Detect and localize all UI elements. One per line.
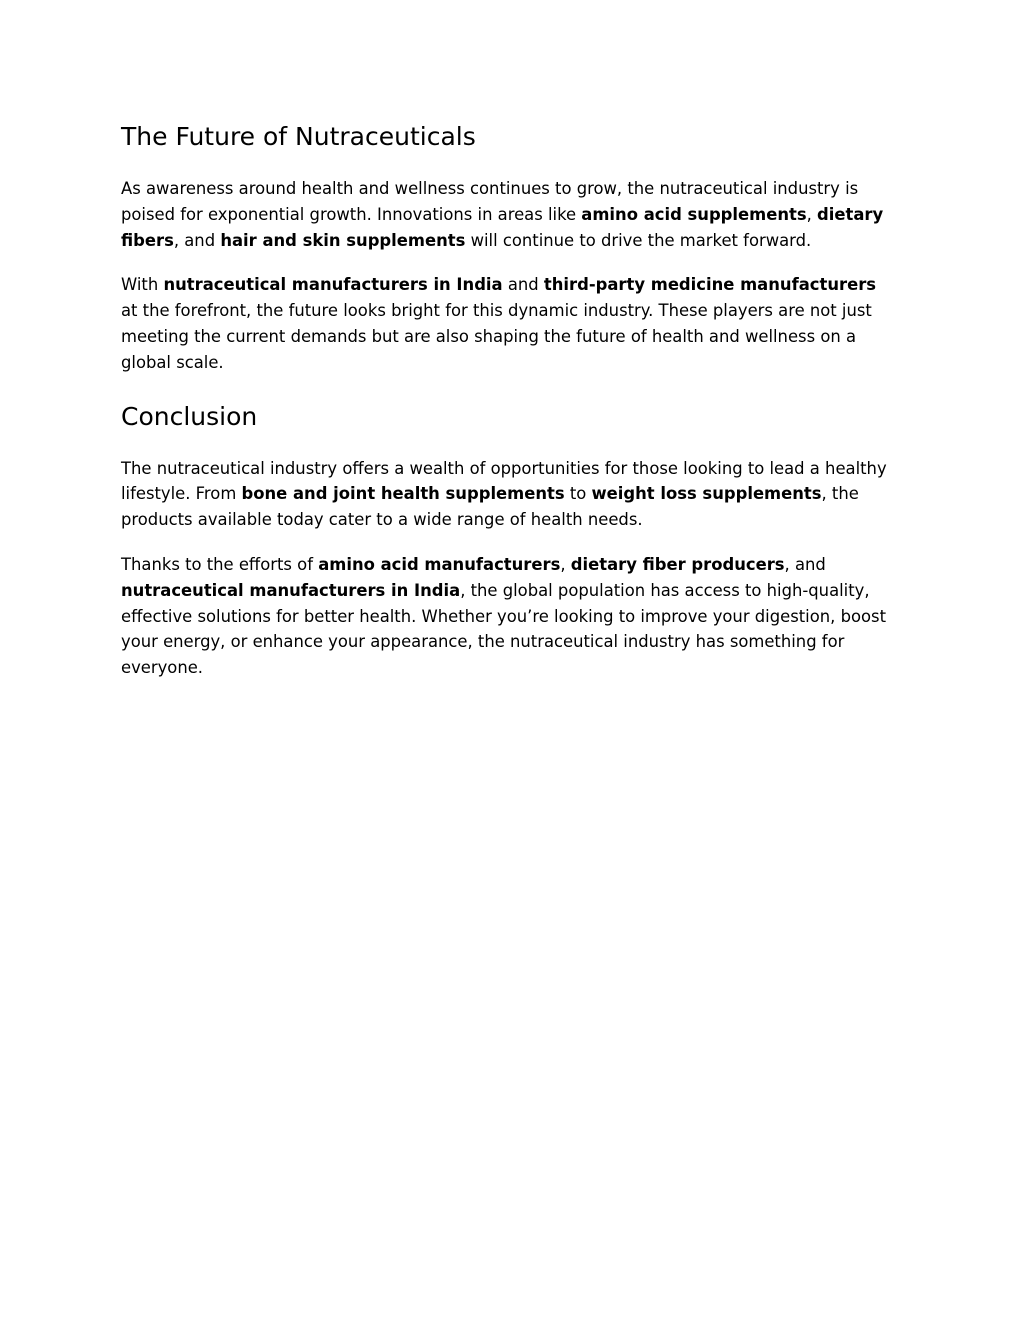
bold-text-run: amino acid supplements (581, 204, 807, 224)
heading-future-of-nutraceuticals: The Future of Nutraceuticals (121, 122, 476, 151)
bold-text-run: bone and joint health supplements (241, 484, 565, 504)
bold-text-run: nutraceutical manufacturers in India (163, 275, 503, 295)
text-run: The nutraceutical industry offers a wealth of opportunities for those looking to lead a healthy lifestyle. From (121, 458, 887, 504)
bold-text-run: dietary fiber producers (570, 554, 785, 574)
heading-conclusion: Conclusion (121, 401, 258, 431)
section-conclusion (121, 398, 896, 681)
section-future (121, 118, 896, 376)
bold-text-run: weight loss supplements (591, 484, 822, 504)
paragraph-future-2 (121, 272, 896, 375)
bold-text-run: third-party medicine manufacturers (543, 275, 877, 295)
text-run: Thanks to the efforts of (121, 554, 319, 574)
bold-text-run: amino acid manufacturers (318, 554, 561, 574)
text-run: As awareness around health and wellness continues to grow, the nutraceutical industry is poised for exponential growth. Innovations in areas like (121, 179, 859, 224)
text-run: , and (784, 554, 826, 574)
text-run: , and (173, 230, 221, 250)
paragraph-conclusion-1 (121, 456, 896, 533)
paragraph-future-1 (121, 176, 896, 253)
text-run: and (502, 275, 544, 295)
text-run: to (564, 484, 592, 504)
bold-text-run: dietary fibers (121, 204, 884, 250)
bold-text-run: hair and skin supplements (220, 230, 466, 250)
text-run: will continue to drive the market forward. (465, 230, 812, 250)
document-page (121, 118, 896, 700)
text-run: , (806, 204, 818, 224)
text-run: , the products available today cater to a wide range of health needs. (121, 484, 859, 530)
bold-text-run: nutraceutical manufacturers in India (121, 580, 461, 600)
text-run: With (121, 275, 164, 295)
text-run: , the global population has access to high-quality, effective solutions for better health. Whether you’re looking to improve your digestion, boost your energy, or enhance your appearance, the nutraceutical industry has something for everyone. (121, 580, 886, 678)
paragraph-conclusion-2 (121, 552, 896, 681)
text-run: at the forefront, the future looks bright for this dynamic industry. These players are not just meeting the current demands but are also shaping the future of health and wellness on a global scale. (121, 301, 872, 372)
text-run: , (560, 554, 571, 574)
